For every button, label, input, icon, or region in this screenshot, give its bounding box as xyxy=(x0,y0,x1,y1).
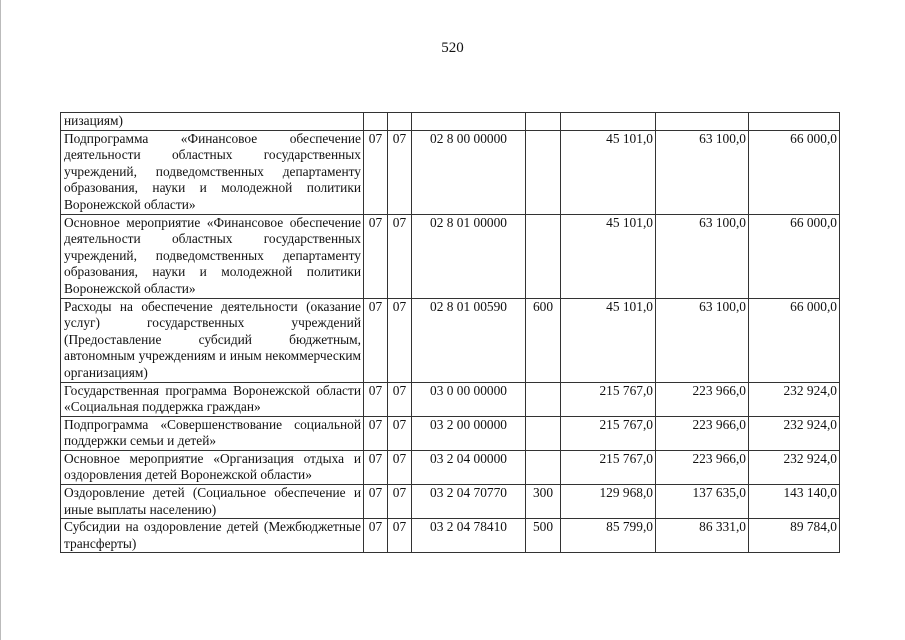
amount-year-2: 63 100,0 xyxy=(656,130,749,214)
amount-year-1 xyxy=(561,113,656,131)
section-code: 07 xyxy=(364,450,388,484)
target-article-code: 03 0 00 00000 xyxy=(412,382,526,416)
target-article-code: 03 2 04 00000 xyxy=(412,450,526,484)
amount-year-3: 66 000,0 xyxy=(749,214,840,298)
row-name: Основное мероприятие «Организация отдыха и оздоровления детей Воронежской области» xyxy=(61,450,364,484)
expense-type-code: 500 xyxy=(526,519,561,553)
row-name: Субсидии на оздоровление детей (Межбюджетные трансферты) xyxy=(61,519,364,553)
subsection-code: 07 xyxy=(388,416,412,450)
row-name: Основное мероприятие «Финансовое обеспечение деятельности областных государственных учреждений, подведомственных департаменту образования, науки и молодежной политики Воронежской области» xyxy=(61,214,364,298)
row-name: Оздоровление детей (Социальное обеспечение и иные выплаты населению) xyxy=(61,485,364,519)
section-code: 07 xyxy=(364,382,388,416)
subsection-code xyxy=(388,113,412,131)
amount-year-2: 63 100,0 xyxy=(656,214,749,298)
amount-year-3: 89 784,0 xyxy=(749,519,840,553)
amount-year-3 xyxy=(749,113,840,131)
amount-year-1: 215 767,0 xyxy=(561,416,656,450)
amount-year-1: 45 101,0 xyxy=(561,130,656,214)
table-row xyxy=(61,214,840,298)
row-name: Расходы на обеспечение деятельности (оказание услуг) государственных учреждений (Предоставление субсидий бюджетным, автономным учреждениям и иным некоммерческим организациям) xyxy=(61,298,364,382)
amount-year-2: 223 966,0 xyxy=(656,450,749,484)
target-article-code: 02 8 00 00000 xyxy=(412,130,526,214)
section-code: 07 xyxy=(364,298,388,382)
amount-year-1: 129 968,0 xyxy=(561,485,656,519)
amount-year-3: 66 000,0 xyxy=(749,298,840,382)
amount-year-1: 85 799,0 xyxy=(561,519,656,553)
amount-year-3: 232 924,0 xyxy=(749,382,840,416)
amount-year-3: 232 924,0 xyxy=(749,416,840,450)
table-row xyxy=(61,450,840,484)
amount-year-2: 223 966,0 xyxy=(656,416,749,450)
row-name: Подпрограмма «Финансовое обеспечение деятельности областных государственных учреждений, подведомственных департаменту образования, науки и молодежной политики Воронежской области» xyxy=(61,130,364,214)
subsection-code: 07 xyxy=(388,298,412,382)
section-code: 07 xyxy=(364,519,388,553)
amount-year-2 xyxy=(656,113,749,131)
target-article-code: 03 2 04 78410 xyxy=(412,519,526,553)
amount-year-2: 223 966,0 xyxy=(656,382,749,416)
section-code: 07 xyxy=(364,130,388,214)
expense-type-code xyxy=(526,130,561,214)
table-row xyxy=(61,416,840,450)
section-code: 07 xyxy=(364,214,388,298)
amount-year-1: 215 767,0 xyxy=(561,382,656,416)
row-name: низациям) xyxy=(61,113,364,131)
table-row xyxy=(61,519,840,553)
amount-year-3: 66 000,0 xyxy=(749,130,840,214)
subsection-code: 07 xyxy=(388,130,412,214)
amount-year-3: 232 924,0 xyxy=(749,450,840,484)
target-article-code: 02 8 01 00000 xyxy=(412,214,526,298)
table-row xyxy=(61,113,840,131)
subsection-code: 07 xyxy=(388,485,412,519)
section-code xyxy=(364,113,388,131)
section-code: 07 xyxy=(364,485,388,519)
scan-edge xyxy=(0,0,1,640)
table-row xyxy=(61,298,840,382)
amount-year-3: 143 140,0 xyxy=(749,485,840,519)
target-article-code: 03 2 00 00000 xyxy=(412,416,526,450)
target-article-code: 02 8 01 00590 xyxy=(412,298,526,382)
subsection-code: 07 xyxy=(388,450,412,484)
row-name: Подпрограмма «Совершенствование социальной поддержки семьи и детей» xyxy=(61,416,364,450)
target-article-code: 03 2 04 70770 xyxy=(412,485,526,519)
amount-year-1: 45 101,0 xyxy=(561,298,656,382)
section-code: 07 xyxy=(364,416,388,450)
expense-type-code xyxy=(526,450,561,484)
expense-type-code xyxy=(526,382,561,416)
row-name: Государственная программа Воронежской области «Социальная поддержка граждан» xyxy=(61,382,364,416)
subsection-code: 07 xyxy=(388,519,412,553)
expense-type-code xyxy=(526,416,561,450)
target-article-code xyxy=(412,113,526,131)
expense-type-code: 300 xyxy=(526,485,561,519)
budget-table xyxy=(60,112,840,553)
expense-type-code xyxy=(526,214,561,298)
table-row xyxy=(61,382,840,416)
amount-year-2: 137 635,0 xyxy=(656,485,749,519)
amount-year-1: 215 767,0 xyxy=(561,450,656,484)
expense-type-code: 600 xyxy=(526,298,561,382)
amount-year-2: 86 331,0 xyxy=(656,519,749,553)
expense-type-code xyxy=(526,113,561,131)
table-row xyxy=(61,485,840,519)
amount-year-2: 63 100,0 xyxy=(656,298,749,382)
page-number: 520 xyxy=(441,40,464,56)
subsection-code: 07 xyxy=(388,382,412,416)
table-row xyxy=(61,130,840,214)
subsection-code: 07 xyxy=(388,214,412,298)
amount-year-1: 45 101,0 xyxy=(561,214,656,298)
